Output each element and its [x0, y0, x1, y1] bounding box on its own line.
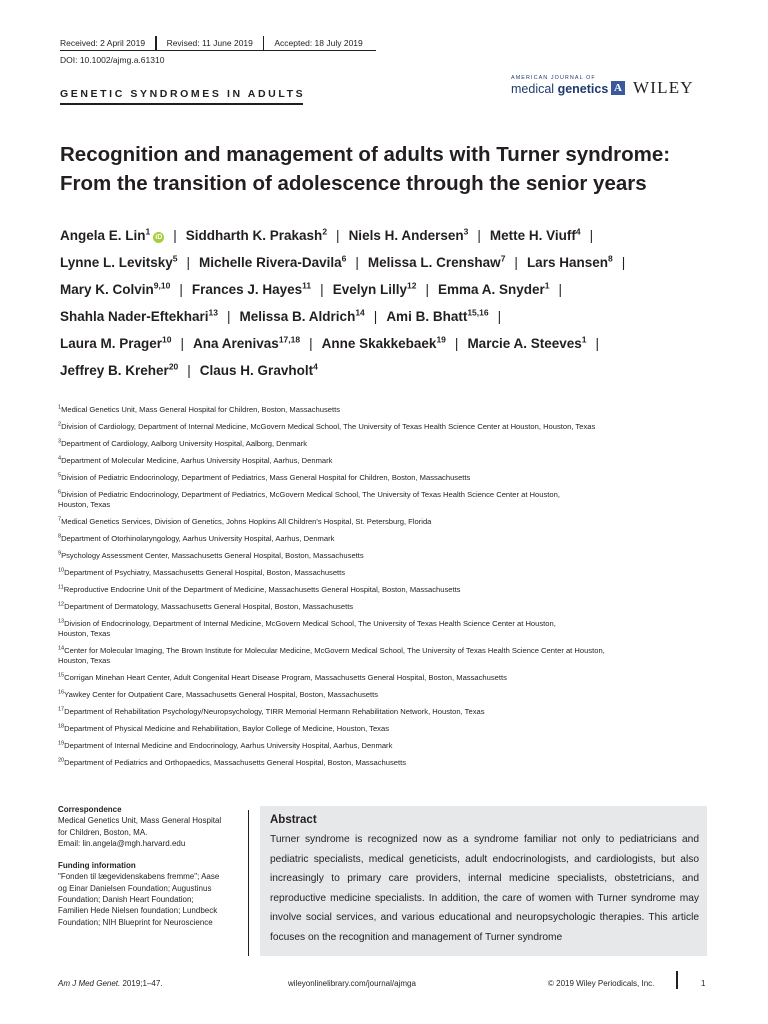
author-line [60, 357, 720, 384]
affiliation-text: Houston, Texas [58, 500, 111, 509]
article-dates [60, 36, 373, 50]
funding-line: og Einar Danielsen Foundation; Augustinus [58, 883, 212, 893]
author-name[interactable]: Ami B. Bhatt [386, 309, 468, 324]
author-affiliation-number: 9,10 [153, 280, 171, 291]
author-separator: | [173, 228, 177, 243]
author-name[interactable]: Melissa L. Crenshaw [367, 255, 501, 270]
affiliation-number: 2 [58, 421, 62, 428]
received-date: Received: 2 April 2019 [60, 38, 146, 48]
affiliation-number: 12 [58, 601, 65, 608]
author-affiliation-number: 1 [544, 280, 550, 291]
correspondence-email[interactable]: Email: lin.angela@mgh.harvard.edu [58, 838, 186, 848]
correspondence-block [58, 804, 248, 849]
author-line [60, 276, 720, 303]
author-affiliation-number: 4 [575, 226, 581, 237]
author-separator: | [373, 309, 378, 324]
author-name[interactable]: Lars Hansen [526, 255, 608, 270]
author-name[interactable]: Melissa B. Aldrich [239, 309, 356, 324]
logo-journal-box: A [611, 81, 625, 95]
affiliation-text: Reproductive Endocrine Unit of the Department of Medicine, Massachusetts General Hospital, Boston, Massachusetts [63, 585, 461, 594]
author-separator: | [454, 336, 459, 351]
affiliation-number: 16 [58, 689, 65, 696]
affiliation [58, 690, 718, 700]
affiliation-number: 10 [58, 567, 65, 574]
affiliation-text: Medical Genetics Unit, Mass General Hospital for Children, Boston, Massachusetts [61, 405, 341, 414]
funding-line: Familien Hede Nielsen foundation; Lundbeck [58, 906, 218, 916]
affiliation-text: Department of Physical Medicine and Rehabilitation, Baylor College of Medicine, Houston, Texas [64, 724, 390, 733]
affiliation [58, 534, 718, 544]
author-affiliation-number: 2 [322, 226, 328, 237]
affiliation-text: Houston, Texas [58, 656, 111, 665]
footer-copyright: © 2019 Wiley Periodicals, Inc. [548, 979, 655, 988]
affiliation [58, 473, 718, 483]
author-affiliation-number: 10 [162, 334, 172, 345]
affiliation [58, 517, 718, 527]
footer-divider [676, 971, 678, 989]
affiliation [58, 439, 718, 449]
author-affiliation-number: 6 [341, 253, 347, 264]
side-info [58, 804, 248, 939]
affiliation-number: 3 [58, 438, 62, 445]
affiliation-number: 1 [58, 404, 62, 411]
author-affiliation-number: 1 [581, 334, 587, 345]
author-name[interactable]: Emma A. Snyder [437, 282, 545, 297]
affiliation [58, 673, 718, 683]
affiliation [58, 619, 718, 639]
publisher-logo: WILEY [633, 78, 694, 97]
doi[interactable]: DOI: 10.1002/ajmg.a.61310 [60, 55, 165, 65]
correspondence-line: Medical Genetics Unit, Mass General Hospital [58, 816, 222, 826]
funding-line: Foundation; Danish Heart Foundation; [58, 895, 194, 905]
author-separator: | [309, 336, 313, 351]
author-separator: | [477, 228, 481, 243]
footer-url[interactable]: wileyonlinelibrary.com/journal/ajmga [288, 979, 416, 988]
author-separator: | [320, 282, 324, 297]
funding-line: "Fonden til lægevidenskabens fremme"; Aase [58, 872, 220, 882]
affiliation-number: 18 [58, 723, 65, 730]
correspondence-line: for Children, Boston, MA. [58, 827, 148, 837]
revised-date: Revised: 11 June 2019 [166, 38, 253, 48]
affiliation [58, 490, 718, 510]
affiliation-text: Houston, Texas [58, 629, 111, 638]
section-rule [60, 103, 303, 105]
author-line [60, 249, 720, 276]
author-line [60, 222, 720, 249]
author-name[interactable]: Angela E. Lin [60, 228, 146, 243]
affiliation-text: Department of Internal Medicine and Endocrinology, Aarhus University Hospital, Aarhus, Denmark [64, 741, 393, 750]
author-affiliation-number: 11 [302, 280, 312, 291]
author-separator: | [514, 255, 518, 270]
affiliation-text: Division of Pediatric Endocrinology, Department of Pediatrics, Mass General Hospital for Children, Boston, Massachusetts [61, 473, 471, 482]
correspondence-heading: Correspondence [58, 805, 122, 814]
author-separator: | [595, 336, 600, 351]
accepted-date: Accepted: 18 July 2019 [274, 38, 363, 48]
affiliation-number: 14 [58, 645, 65, 652]
affiliation-text: Psychology Assessment Center, Massachusetts General Hospital, Boston, Massachusetts [61, 551, 364, 560]
affiliation [58, 758, 718, 768]
orcid-icon[interactable]: iD [155, 234, 163, 241]
journal-logo[interactable] [511, 75, 711, 97]
author-name[interactable]: Evelyn Lilly [332, 282, 407, 297]
author-line [60, 330, 720, 357]
author-affiliation-number: 8 [607, 253, 613, 264]
author-separator: | [425, 282, 429, 297]
affiliation-number: 20 [58, 757, 65, 764]
author-line [60, 303, 720, 330]
author-affiliation-number: 14 [355, 307, 365, 318]
funding-block [58, 860, 248, 928]
author-separator: | [621, 255, 626, 270]
affiliation [58, 602, 718, 612]
author-separator: | [186, 255, 191, 270]
author-name[interactable]: Laura M. Prager [60, 336, 163, 351]
author-affiliation-number: 13 [208, 307, 219, 318]
affiliation [58, 405, 718, 415]
affiliation-text: Department of Rehabilitation Psychology/Neuropsychology, TIRR Memorial Hermann Rehabilitation Network, Houston, Texas [64, 707, 485, 716]
author-name[interactable]: Frances J. Hayes [191, 282, 303, 297]
affiliation [58, 585, 718, 595]
title-line-1: Recognition and management of adults with Turner syndrome: [60, 143, 671, 166]
affiliation-number: 11 [58, 584, 64, 591]
author-affiliation-number: 15,16 [467, 307, 489, 318]
affiliation-text: Corrigan Minehan Heart Center, Adult Congenital Heart Disease Program, Massachusetts General Hospital, Boston, Massachusetts [64, 673, 507, 682]
abstract-box [260, 806, 707, 956]
author-separator: | [355, 255, 359, 270]
author-separator: | [589, 228, 594, 243]
article-title [60, 140, 720, 198]
author-list [60, 222, 720, 384]
author-separator: | [179, 282, 183, 297]
affiliation-text: Department of Molecular Medicine, Aarhus University Hospital, Aarhus, Denmark [61, 456, 333, 465]
author-separator: | [187, 363, 191, 378]
author-separator: | [227, 309, 231, 324]
affiliation [58, 646, 718, 666]
author-affiliation-number: 7 [500, 253, 506, 264]
abstract-text: Turner syndrome is recognized now as a syndrome familiar not only to pediatricians and pediatric specialists, medical geneticists, adult endocrinologists, and cardiologists, but also increasingly to primary care providers, internal medicine specialists, obstetricians, and reproductive medicine specialists. In addition, the care of women with Turner syndrome may involve social services, and various educational and neuropsychologic therapies. This article focuses on the recognition and management of Turner syndrome [270, 834, 699, 943]
affiliation-text: Center for Molecular Imaging, The Brown Institute for Molecular Medicine, McGovern Medical School, The University of Texas Health Science Center at Houston, [64, 646, 605, 655]
affiliation-number: 6 [58, 489, 62, 496]
affiliation-text: Department of Pediatrics and Orthopaedics, Massachusetts General Hospital, Boston, Massachusetts [64, 758, 407, 767]
author-affiliation-number: 19 [436, 334, 446, 345]
abstract-heading: Abstract [270, 814, 317, 826]
funding-line: Foundation; NIH Blueprint for Neuroscience [58, 917, 213, 927]
affiliation-number: 15 [58, 672, 65, 679]
affiliation-number: 7 [58, 516, 62, 523]
author-name[interactable]: Michelle Rivera-Davila [199, 255, 342, 270]
affiliation-number: 13 [58, 618, 65, 625]
affiliation-number: 8 [58, 533, 62, 540]
affiliation-text: Division of Cardiology, Department of Internal Medicine, McGovern Medical School, The University of Texas Health Science Center at Houston, Houston, Texas [61, 422, 596, 431]
affiliation [58, 568, 718, 578]
author-name[interactable]: Mette H. Viuff [489, 228, 576, 243]
affiliation-number: 19 [58, 740, 65, 747]
affiliation-text: Yawkey Center for Outpatient Care, Massachusetts General Hospital, Boston, Massachusetts [64, 690, 379, 699]
affiliation-text: Department of Psychiatry, Massachusetts General Hospital, Boston, Massachusetts [64, 568, 346, 577]
author-affiliation-number: 17,18 [278, 334, 301, 345]
author-affiliation-number: 12 [406, 280, 417, 291]
affiliation [58, 456, 718, 466]
author-separator: | [180, 336, 185, 351]
author-affiliation-number: 1 [145, 226, 151, 237]
author-affiliation-number: 20 [168, 361, 179, 372]
author-affiliation-number: 3 [463, 226, 469, 237]
author-name[interactable]: Anne Skakkebaek [321, 336, 437, 351]
title-line-2: From the transition of adolescence through the senior years [60, 172, 647, 195]
affiliation-number: 5 [58, 472, 62, 479]
affiliation-text: Department of Cardiology, Aalborg University Hospital, Aalborg, Denmark [61, 439, 307, 448]
affiliation-number: 17 [58, 706, 65, 713]
affiliation-text: Division of Pediatric Endocrinology, Department of Pediatrics, McGovern Medical School, The University of Texas Health Science Center at Houston, [61, 490, 560, 499]
affiliation-number: 4 [58, 455, 62, 462]
affiliation-number: 9 [58, 550, 62, 557]
affiliation [58, 707, 718, 717]
author-affiliation-number: 4 [313, 361, 318, 372]
page-number: 1 [701, 979, 706, 988]
author-name[interactable]: Siddharth K. Prakash [185, 228, 323, 243]
funding-heading: Funding information [58, 861, 136, 871]
author-name[interactable]: Jeffrey B. Kreher [60, 363, 169, 378]
logo-journal-main: medical genetics [511, 82, 609, 96]
affiliation-text: Medical Genetics Services, Division of Genetics, Johns Hopkins All Children's Hospital, St. Petersburg, Florida [61, 517, 432, 526]
affiliation [58, 551, 718, 561]
affiliation [58, 741, 718, 751]
author-separator: | [558, 282, 563, 297]
header-rule [60, 50, 376, 51]
affiliation [58, 724, 718, 734]
affiliation-text: Department of Otorhinolaryngology, Aarhus University Hospital, Aarhus, Denmark [61, 534, 335, 543]
author-separator: | [336, 228, 340, 243]
affiliation-list [58, 405, 718, 775]
footer-citation: Am J Med Genet. 2019;1–47. [58, 979, 163, 988]
author-affiliation-number: 5 [172, 253, 178, 264]
author-name[interactable]: Lynne L. Levitsky [60, 255, 173, 270]
author-name[interactable]: Mary K. Colvin [60, 282, 154, 297]
section-heading: GENETIC SYNDROMES IN ADULTS [60, 88, 306, 100]
author-name[interactable]: Marcie A. Steeves [467, 336, 582, 351]
affiliation-text: Division of Endocrinology, Department of Internal Medicine, McGovern Medical School, The University of Texas Health Science Center at Houston, [64, 619, 556, 628]
author-name[interactable]: Shahla Nader-Eftekhari [60, 309, 209, 324]
affiliation-text: Department of Dermatology, Massachusetts General Hospital, Boston, Massachusetts [64, 602, 354, 611]
logo-journal-top: AMERICAN JOURNAL OF [511, 75, 596, 81]
affiliation [58, 422, 718, 432]
author-name[interactable]: Claus H. Gravholt [199, 363, 314, 378]
author-separator: | [497, 309, 502, 324]
column-divider [248, 810, 249, 956]
author-name[interactable]: Ana Arenivas [193, 336, 279, 351]
author-name[interactable]: Niels H. Andersen [348, 228, 464, 243]
